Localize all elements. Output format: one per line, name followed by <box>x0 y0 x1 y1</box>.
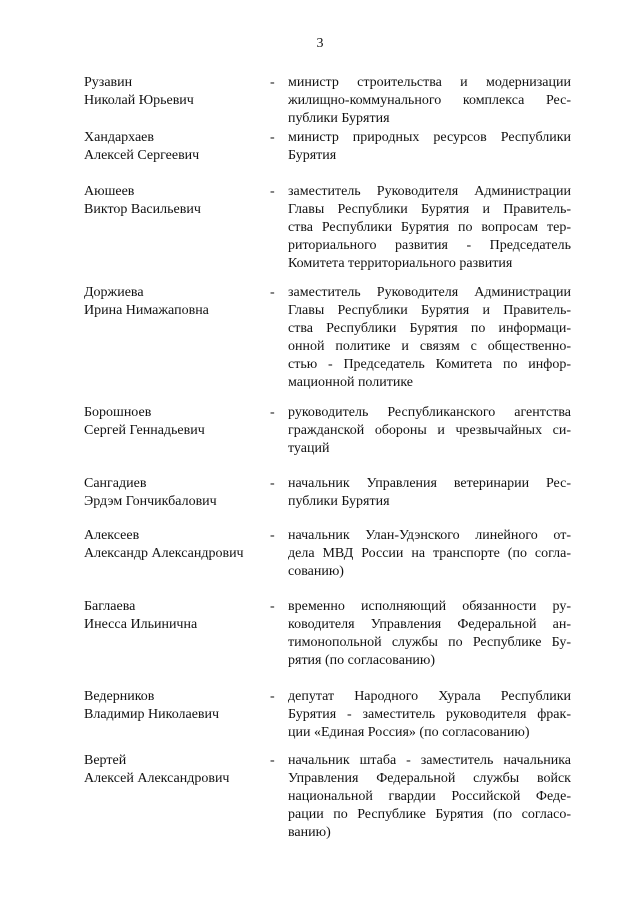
position-line: онной политике и связям с общественно- <box>288 339 571 354</box>
position-line: временно исполняющий обязанности ру- <box>288 599 571 614</box>
member-surname: Хандархаев <box>84 130 155 145</box>
position-line: Комитета территориального развития <box>288 256 513 271</box>
member-dash: - <box>270 75 275 90</box>
member-row <box>0 129 571 165</box>
member-name <box>84 74 270 110</box>
member-dash: - <box>270 405 275 420</box>
member-given-names: Сергей Геннадьевич <box>84 423 205 438</box>
member-dash: - <box>270 599 275 614</box>
position-line: гражданской обороны и чрезвычайных си- <box>288 423 571 438</box>
member-row <box>0 598 571 670</box>
member-dash: - <box>270 689 275 704</box>
member-position <box>288 527 571 581</box>
position-line: ства Республики Бурятия по информаци- <box>288 321 571 336</box>
member-name <box>84 284 270 320</box>
position-line: начальник Управления ветеринарии Рес- <box>288 476 571 491</box>
member-surname: Алексеев <box>84 528 140 543</box>
member-name <box>84 688 270 724</box>
position-line: рятия (по согласованию) <box>288 653 436 668</box>
member-surname: Доржиева <box>84 285 144 300</box>
member-dash: - <box>270 753 275 768</box>
member-name <box>84 527 270 563</box>
member-row <box>0 527 571 581</box>
member-row <box>0 74 571 128</box>
position-line: начальник Улан-Удэнского линейного от- <box>288 528 571 543</box>
position-line: министр строительства и модернизации <box>288 75 571 90</box>
member-given-names: Инесса Ильинична <box>84 617 198 632</box>
position-line: туаций <box>288 441 330 456</box>
member-given-names: Николай Юрьевич <box>84 93 194 108</box>
member-dash: - <box>270 184 275 199</box>
position-line: публики Бурятия <box>288 111 390 126</box>
member-position <box>288 129 571 165</box>
position-line: депутат Народного Хурала Республики <box>288 689 571 704</box>
member-dash: - <box>270 476 275 491</box>
member-dash: - <box>270 130 275 145</box>
member-given-names: Алексей Александрович <box>84 771 230 786</box>
member-row <box>0 752 571 842</box>
member-surname: Аюшеев <box>84 184 135 199</box>
member-surname: Баглаева <box>84 599 136 614</box>
member-row <box>0 475 571 511</box>
position-line: ции «Единая Россия» (по согласованию) <box>288 725 530 740</box>
position-line: Бурятия <box>288 148 337 163</box>
position-line: ководителя Управления Федеральной ан- <box>288 617 571 632</box>
position-line: национальной гвардии Российской Феде- <box>288 789 571 804</box>
member-given-names: Виктор Васильевич <box>84 202 201 217</box>
member-row <box>0 183 571 273</box>
member-given-names: Алексей Сергеевич <box>84 148 200 163</box>
position-line: министр природных ресурсов Республики <box>288 130 571 145</box>
member-name <box>84 404 270 440</box>
member-surname: Сангадиев <box>84 476 147 491</box>
position-line: публики Бурятия <box>288 494 390 509</box>
position-line: стью - Председатель Комитета по инфор- <box>288 357 571 372</box>
member-position <box>288 598 571 670</box>
position-line: тимонопольной службы по Республике Бу- <box>288 635 571 650</box>
position-line: заместитель Руководителя Администрации <box>288 285 571 300</box>
position-line: сованию) <box>288 564 344 579</box>
member-position <box>288 183 571 273</box>
position-line: начальник штаба - заместитель начальника <box>288 753 571 768</box>
member-row <box>0 688 571 742</box>
position-line: руководитель Республиканского агентства <box>288 405 571 420</box>
position-line: Главы Республики Бурятия и Правитель- <box>288 202 571 217</box>
member-surname: Вертей <box>84 753 127 768</box>
position-line: Управления Федеральной службы войск <box>288 771 571 786</box>
member-given-names: Владимир Николаевич <box>84 707 220 722</box>
position-line: ванию) <box>288 825 331 840</box>
member-name <box>84 752 270 788</box>
position-line: жилищно-коммунального комплекса Рес- <box>288 93 571 108</box>
member-row <box>0 284 571 392</box>
position-line: риториального развития - Председатель <box>288 238 571 253</box>
position-line: рации по Республике Бурятия (по согласо- <box>288 807 571 822</box>
member-surname: Борошноев <box>84 405 152 420</box>
position-line: мационной политике <box>288 375 414 390</box>
member-given-names: Ирина Нимажаповна <box>84 303 209 318</box>
member-surname: Ведерников <box>84 689 155 704</box>
position-line: Бурятия - заместитель руководителя фрак- <box>288 707 571 722</box>
position-line: Главы Республики Бурятия и Правитель- <box>288 303 571 318</box>
member-position <box>288 284 571 392</box>
position-line: заместитель Руководителя Администрации <box>288 184 571 199</box>
member-position <box>288 404 571 458</box>
member-position <box>288 752 571 842</box>
member-name <box>84 183 270 219</box>
member-surname: Рузавин <box>84 75 133 90</box>
member-dash: - <box>270 285 275 300</box>
member-name <box>84 598 270 634</box>
member-position <box>288 688 571 742</box>
position-line: дела МВД России на транспорте (по согла- <box>288 546 571 561</box>
member-given-names: Александр Александрович <box>84 546 244 561</box>
member-given-names: Эрдэм Гончикбалович <box>84 494 217 509</box>
member-row <box>0 404 571 458</box>
page-number: 3 <box>316 36 324 51</box>
member-name <box>84 129 270 165</box>
member-position <box>288 475 571 511</box>
member-dash: - <box>270 528 275 543</box>
member-name <box>84 475 270 511</box>
position-line: ства Республики Бурятия по вопросам тер- <box>288 220 571 235</box>
member-position <box>288 74 571 128</box>
